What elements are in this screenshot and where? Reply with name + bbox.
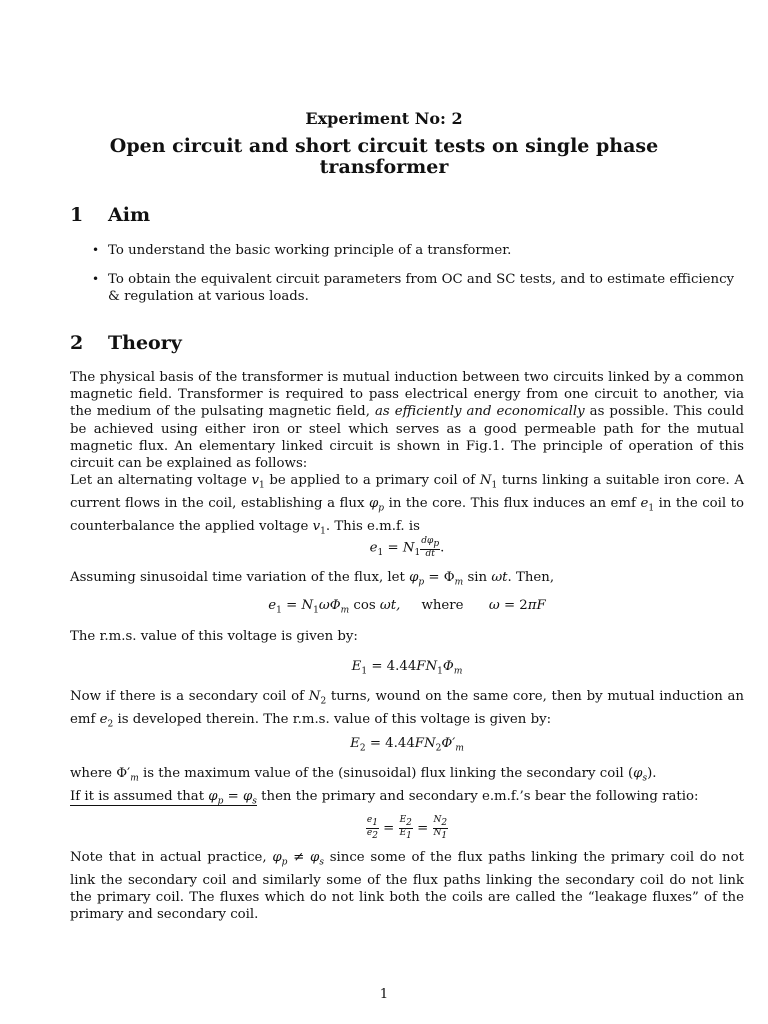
page-number: 1: [379, 987, 389, 1002]
bullet-icon: •: [92, 272, 100, 286]
equation-E2: $E_2 = 4.44FN_2\Phi'_m$: [350, 736, 464, 754]
section-number: 2: [70, 332, 84, 354]
list-item: • To understand the basic working principle of a transformer.: [92, 243, 512, 258]
theory-paragraph-5: where $\Phi'_m$ is the maximum value of the (sinusoidal) flux linking the secondary coil $(\varphi_s)$. If it is assumed that $\varphi_p = \varphi_s$ then the primary and secondary e.m.f.’s bear the following ratio:: [70, 766, 699, 807]
equation-emf: $e_1 = N_1$ $\frac{d\varphi_p}{dt}$ .: [369, 536, 445, 559]
theory-paragraph-3: The r.m.s. value of this voltage is given by:: [70, 629, 358, 644]
theory-paragraph-2: Assuming sinusoidal time variation of the flux, let $\varphi_p = \Phi_m$ sin ωt. Then,: [70, 570, 555, 588]
section-heading-theory: [70, 332, 182, 354]
theory-paragraph-6: Note that in actual practice, $\varphi_p \ne \varphi_s$ since some of the flux paths linking the primary coil do not link the secondary coil and similarly some of the flux paths linking the secondary coil do not link the primary coil. The fluxes which do not link both the coils are called the “leakage fluxes” of the primary and secondary coil.: [70, 850, 744, 923]
theory-paragraph-4: Now if there is a secondary coil of $N_2$ turns, wound on the same core, then by mutual induction an emf $e_2$ is developed therein. The r.m.s. value of this voltage is given by:: [70, 689, 744, 730]
bullet-icon: •: [92, 243, 100, 257]
section-heading-aim: [70, 204, 150, 226]
list-item: • To obtain the equivalent circuit parameters from OC and SC tests, and to estimate efficiency & regulation at various loads.: [92, 272, 735, 304]
equation-emf-cos: $e_1 = N_1\omega\Phi_m$ cos ωt, where ω = 2πF: [268, 598, 546, 616]
experiment-number: Experiment No: 2: [305, 109, 463, 128]
equation-E1: $E_1 = 4.44FN_1\Phi_m$: [351, 659, 463, 677]
document-title: Open circuit and short circuit tests on single phase transformer: [109, 135, 659, 178]
aim-list: [86, 242, 746, 317]
theory-paragraph-1: The physical basis of the transformer is mutual induction between two circuits linked by a common magnetic field. Transformer is required to pass electrical energy from one circuit to another, via the medium of the pulsating magnetic field, as efficiently and economically as possible. This could be achieved using either iron or steel which serves as a good permeable path for the mutual magnetic flux. An elementary linked circuit is shown in Fig.1. The principle of operation of this circuit can be explained as follows: Let an alternating voltage $v_1$ be applied to a primary coil of $N_1$ turns linking a suitable iron core. A current flows in the coil, establishing a flux $\varphi_p$ in the core. This flux induces an emf $e_1$ in the coil to counterbalance the applied voltage $v_1$. This e.m.f. is: [70, 370, 745, 537]
equation-ratio: $\frac{e_1}{e_2}$ = $\frac{E_2}{E_1}$ = $\frac{N_2}{N_1}$: [366, 815, 448, 841]
section-number: 1: [70, 204, 84, 226]
section-title: Theory: [108, 332, 182, 354]
section-title: Aim: [108, 204, 151, 226]
